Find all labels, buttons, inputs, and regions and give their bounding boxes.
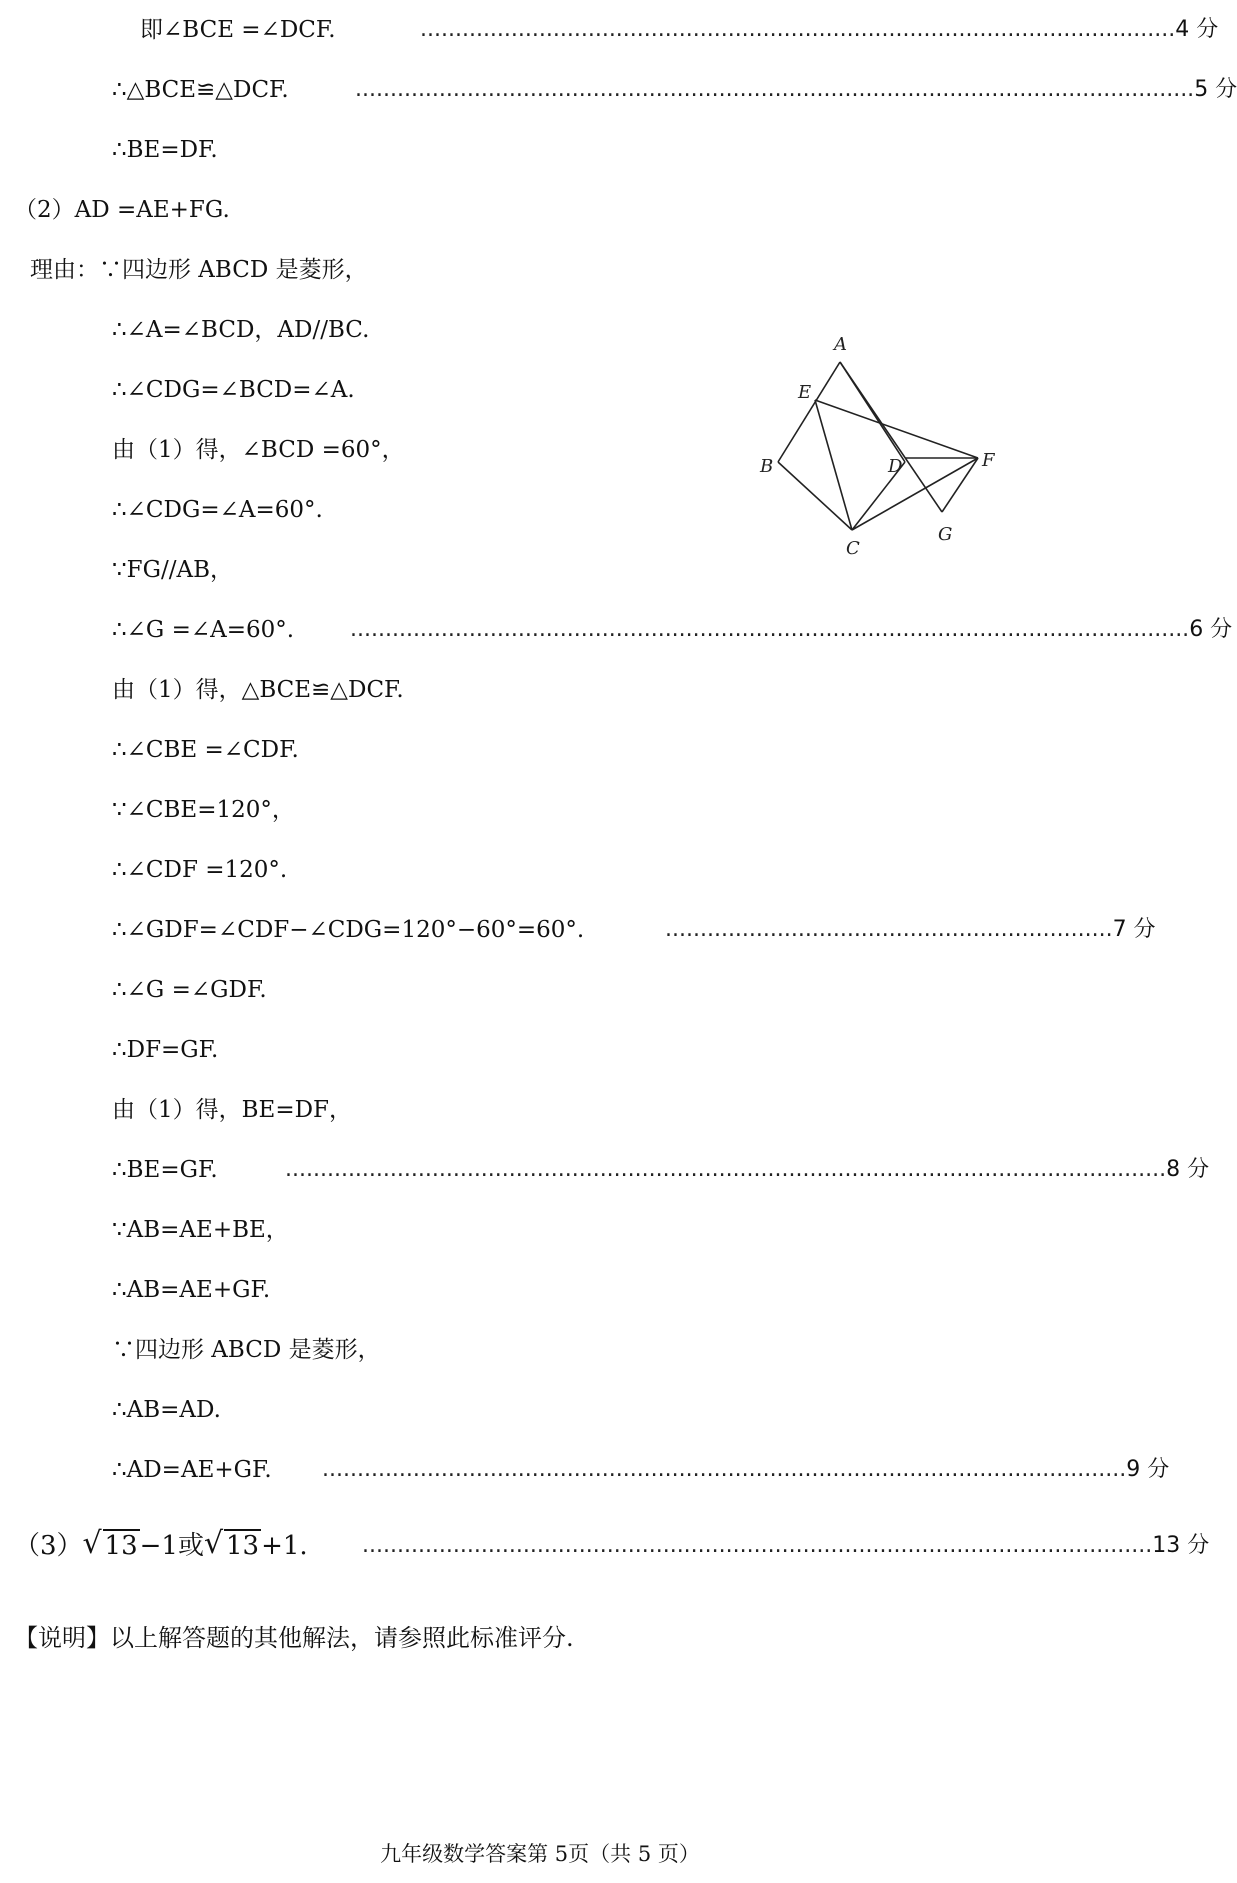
line-text: ∵四边形 ABCD 是菱形， xyxy=(112,1337,381,1363)
line-16 xyxy=(112,910,584,950)
line-10 xyxy=(112,550,233,590)
line-text: ∴AB=AD. xyxy=(112,1397,221,1423)
sqrt-13-a: √ 13 xyxy=(82,1526,138,1561)
score-dots-5: ........................................................................................................................5 分 xyxy=(355,77,1237,102)
label-B: B xyxy=(760,456,774,477)
score-label: 9 分 xyxy=(1126,1457,1170,1482)
edge-CF xyxy=(852,458,978,530)
edge-A-G xyxy=(840,362,942,512)
edge-BC xyxy=(778,462,852,530)
line-text: ∴AD=AE+GF. xyxy=(112,1457,272,1483)
line-22 xyxy=(112,1270,270,1310)
line-24 xyxy=(112,1390,221,1430)
line-text: ∴∠CBE =∠CDF. xyxy=(112,737,299,763)
radicand: 13 xyxy=(225,1531,260,1561)
line-21 xyxy=(112,1210,289,1250)
note-text: 【说明】以上解答题的其他解法，请参照此标准评分. xyxy=(14,1624,574,1652)
label-A: A xyxy=(834,334,847,355)
line-11 xyxy=(112,610,294,650)
edge-FG xyxy=(942,458,978,512)
line-15 xyxy=(112,850,287,890)
line-9 xyxy=(112,490,323,530)
page-footer: 九年级数学答案第 5页（共 5 页） xyxy=(380,1842,700,1866)
part3-end: +1. xyxy=(261,1531,308,1561)
line-20 xyxy=(112,1150,218,1190)
score-dots-9: ...................................................................................................................9 分 xyxy=(322,1457,1170,1482)
label-F: F xyxy=(982,450,995,471)
line-18 xyxy=(112,1030,218,1070)
radicand: 13 xyxy=(104,1531,138,1561)
score-dots-4: ............................................................................................................4 分 xyxy=(420,17,1219,42)
line-3 xyxy=(112,130,218,170)
line-text: ∴∠CDG=∠BCD=∠A. xyxy=(112,377,355,403)
line-2 xyxy=(112,70,289,110)
line-19 xyxy=(112,1090,352,1130)
score-label: 5 分 xyxy=(1194,77,1237,102)
edge-AB xyxy=(778,362,840,462)
sqrt-13-b: √ 13 xyxy=(203,1526,260,1561)
score-label: 4 分 xyxy=(1175,17,1219,42)
line-text: ∴∠A=∠BCD，AD//BC. xyxy=(112,317,370,343)
score-dots-13: .................................................................................................................13 分 xyxy=(362,1533,1210,1558)
line-8 xyxy=(112,430,405,470)
line-text: （2）AD =AE+FG. xyxy=(14,197,230,223)
note xyxy=(14,1618,574,1658)
line-4 xyxy=(14,190,230,230)
label-C: C xyxy=(846,538,860,559)
line-text: ∵AB=AE+BE， xyxy=(112,1217,289,1243)
line-text: 理由：∵四边形 ABCD 是菱形， xyxy=(30,257,368,283)
line-text: ∵∠CBE=120°， xyxy=(112,797,295,823)
line-5 xyxy=(30,250,368,290)
line-text: 由（1）得，BE=DF， xyxy=(112,1097,352,1123)
line-text: ∴△BCE≌△DCF. xyxy=(112,77,289,103)
edge-EC xyxy=(815,400,852,530)
line-14 xyxy=(112,790,295,830)
score-dots-7: ................................................................7 分 xyxy=(665,917,1156,942)
line-1 xyxy=(140,10,336,50)
line-text: ∴∠G =∠A=60°. xyxy=(112,617,295,643)
label-D: D xyxy=(888,456,903,477)
score-label: 6 分 xyxy=(1189,617,1233,642)
score-label: 7 分 xyxy=(1112,917,1156,942)
line-text: ∴∠CDG=∠A=60°. xyxy=(112,497,323,523)
part3-mid: −1或 xyxy=(139,1531,204,1561)
score-label: 8 分 xyxy=(1166,1157,1210,1182)
line-text: ∴AB=AE+GF. xyxy=(112,1277,271,1303)
rhombus-figure xyxy=(760,332,1010,592)
line-text: 由（1）得，∠BCD =60°， xyxy=(112,437,405,463)
line-text: ∴∠GDF=∠CDF−∠CDG=120°−60°=60°. xyxy=(112,917,585,943)
line-text: ∴BE=GF. xyxy=(112,1157,218,1183)
line-23 xyxy=(112,1330,381,1370)
label-E: E xyxy=(798,382,812,403)
part3-prefix: （3） xyxy=(14,1531,83,1561)
line-17 xyxy=(112,970,267,1010)
line-text: ∴DF=GF. xyxy=(112,1037,219,1063)
line-text: ∴∠CDF =120°. xyxy=(112,857,288,883)
label-G: G xyxy=(938,524,953,545)
line-13 xyxy=(112,730,299,770)
score-dots-8: ..............................................................................................................................8 分 xyxy=(285,1157,1210,1182)
score-dots-6: ........................................................................................................................6 分 xyxy=(350,617,1233,642)
line-7 xyxy=(112,370,355,410)
line-text: ∵FG//AB， xyxy=(112,557,233,583)
line-25 xyxy=(112,1450,272,1490)
score-label: 13 分 xyxy=(1152,1533,1210,1558)
line-text: 即∠BCE =∠DCF. xyxy=(140,17,336,43)
line-text: 由（1）得，△BCE≌△DCF. xyxy=(112,677,404,703)
part3-answer xyxy=(14,1524,308,1568)
line-text: ∴BE=DF. xyxy=(112,137,218,163)
line-text: ∴∠G =∠GDF. xyxy=(112,977,267,1003)
line-12 xyxy=(112,670,404,710)
line-6 xyxy=(112,310,369,350)
